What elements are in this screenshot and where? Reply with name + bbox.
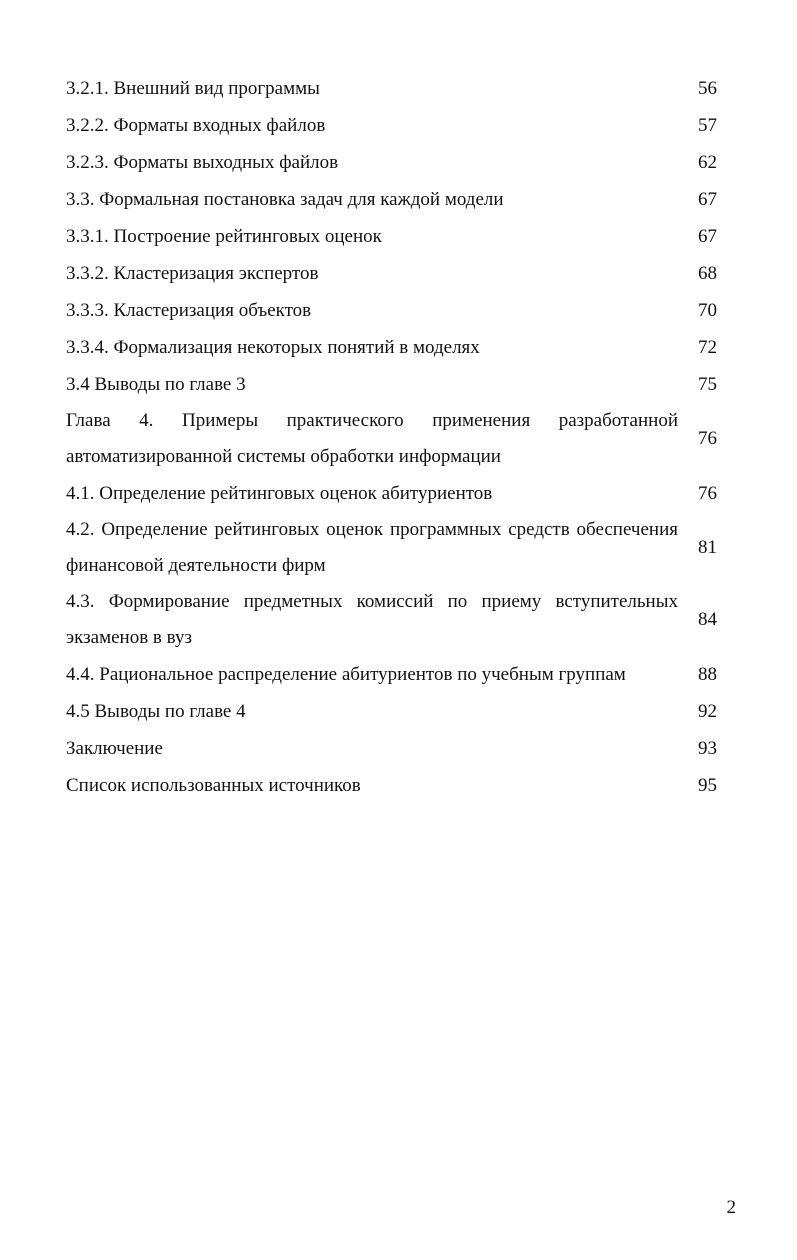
- toc-entry[interactable]: [66, 292, 717, 329]
- page-number: 2: [726, 1197, 736, 1218]
- toc-entry-title: 4.5 Выводы по главе 4: [66, 701, 246, 722]
- toc-entry-title: 4.3. Формирование предметных комиссий по приему вступительных экзаменов в вуз: [66, 591, 678, 648]
- toc-entry[interactable]: [66, 512, 717, 584]
- toc-entry-title: 3.2.2. Форматы входных файлов: [66, 115, 326, 136]
- toc-entry-title: 3.4 Выводы по главе 3: [66, 374, 246, 395]
- toc-entry-title: Глава 4. Примеры практического применения разработанной автоматизированной системы обработки информации: [66, 410, 678, 467]
- toc-entry-page: 76: [698, 428, 717, 449]
- toc-entry[interactable]: [66, 181, 717, 218]
- toc-entry[interactable]: [66, 107, 717, 144]
- toc-entry-page: 92: [698, 701, 717, 722]
- toc-entry[interactable]: [66, 403, 717, 475]
- toc-entry-title: 3.3.3. Кластеризация объектов: [66, 300, 312, 321]
- toc-entry-page: 72: [698, 337, 717, 358]
- toc-entry[interactable]: [66, 584, 717, 656]
- toc-entry[interactable]: [66, 730, 717, 767]
- toc-entry[interactable]: [66, 475, 717, 512]
- toc-entry-page: 62: [698, 152, 717, 173]
- toc-entry[interactable]: [66, 255, 717, 292]
- toc-entry[interactable]: [66, 144, 717, 181]
- toc-entry-page: 57: [698, 115, 717, 136]
- toc-entry[interactable]: [66, 656, 717, 693]
- toc-entry[interactable]: [66, 70, 717, 107]
- toc-entry-title: 4.2. Определение рейтинговых оценок программных средств обеспечения финансовой деятельности фирм: [66, 519, 678, 576]
- toc-entry-title: 3.2.3. Форматы выходных файлов: [66, 152, 339, 173]
- toc-entry[interactable]: [66, 218, 717, 255]
- toc-entry-title: Список использованных источников: [66, 775, 361, 796]
- toc-entry-title: 3.3.4. Формализация некоторых понятий в моделях: [66, 337, 480, 358]
- toc-entry-title: 3.3. Формальная постановка задач для каждой модели: [66, 189, 504, 210]
- toc-entry-title: 3.3.2. Кластеризация экспертов: [66, 263, 319, 284]
- toc-entry-page: 67: [698, 189, 717, 210]
- toc-entry-title: 3.2.1. Внешний вид программы: [66, 78, 320, 99]
- toc-entry[interactable]: [66, 366, 717, 403]
- toc-entry[interactable]: [66, 329, 717, 366]
- toc-entry-title: 4.1. Определение рейтинговых оценок абитуриентов: [66, 483, 493, 504]
- toc-entry-page: 56: [698, 78, 717, 99]
- toc-entry-page: 93: [698, 738, 717, 759]
- table-of-contents: [66, 70, 717, 804]
- toc-entry-page: 81: [698, 537, 717, 558]
- toc-entry-page: 67: [698, 226, 717, 247]
- toc-entry[interactable]: [66, 693, 717, 730]
- toc-entry[interactable]: [66, 767, 717, 804]
- toc-entry-title: 4.4. Рациональное распределение абитуриентов по учебным группам: [66, 664, 626, 685]
- toc-entry-title: 3.3.1. Построение рейтинговых оценок: [66, 226, 382, 247]
- toc-entry-page: 84: [698, 609, 717, 630]
- toc-entry-page: 95: [698, 775, 717, 796]
- toc-entry-page: 70: [698, 300, 717, 321]
- toc-entry-page: 88: [698, 664, 717, 685]
- toc-entry-page: 68: [698, 263, 717, 284]
- toc-entry-page: 76: [698, 483, 717, 504]
- toc-entry-page: 75: [698, 374, 717, 395]
- toc-entry-title: Заключение: [66, 738, 163, 759]
